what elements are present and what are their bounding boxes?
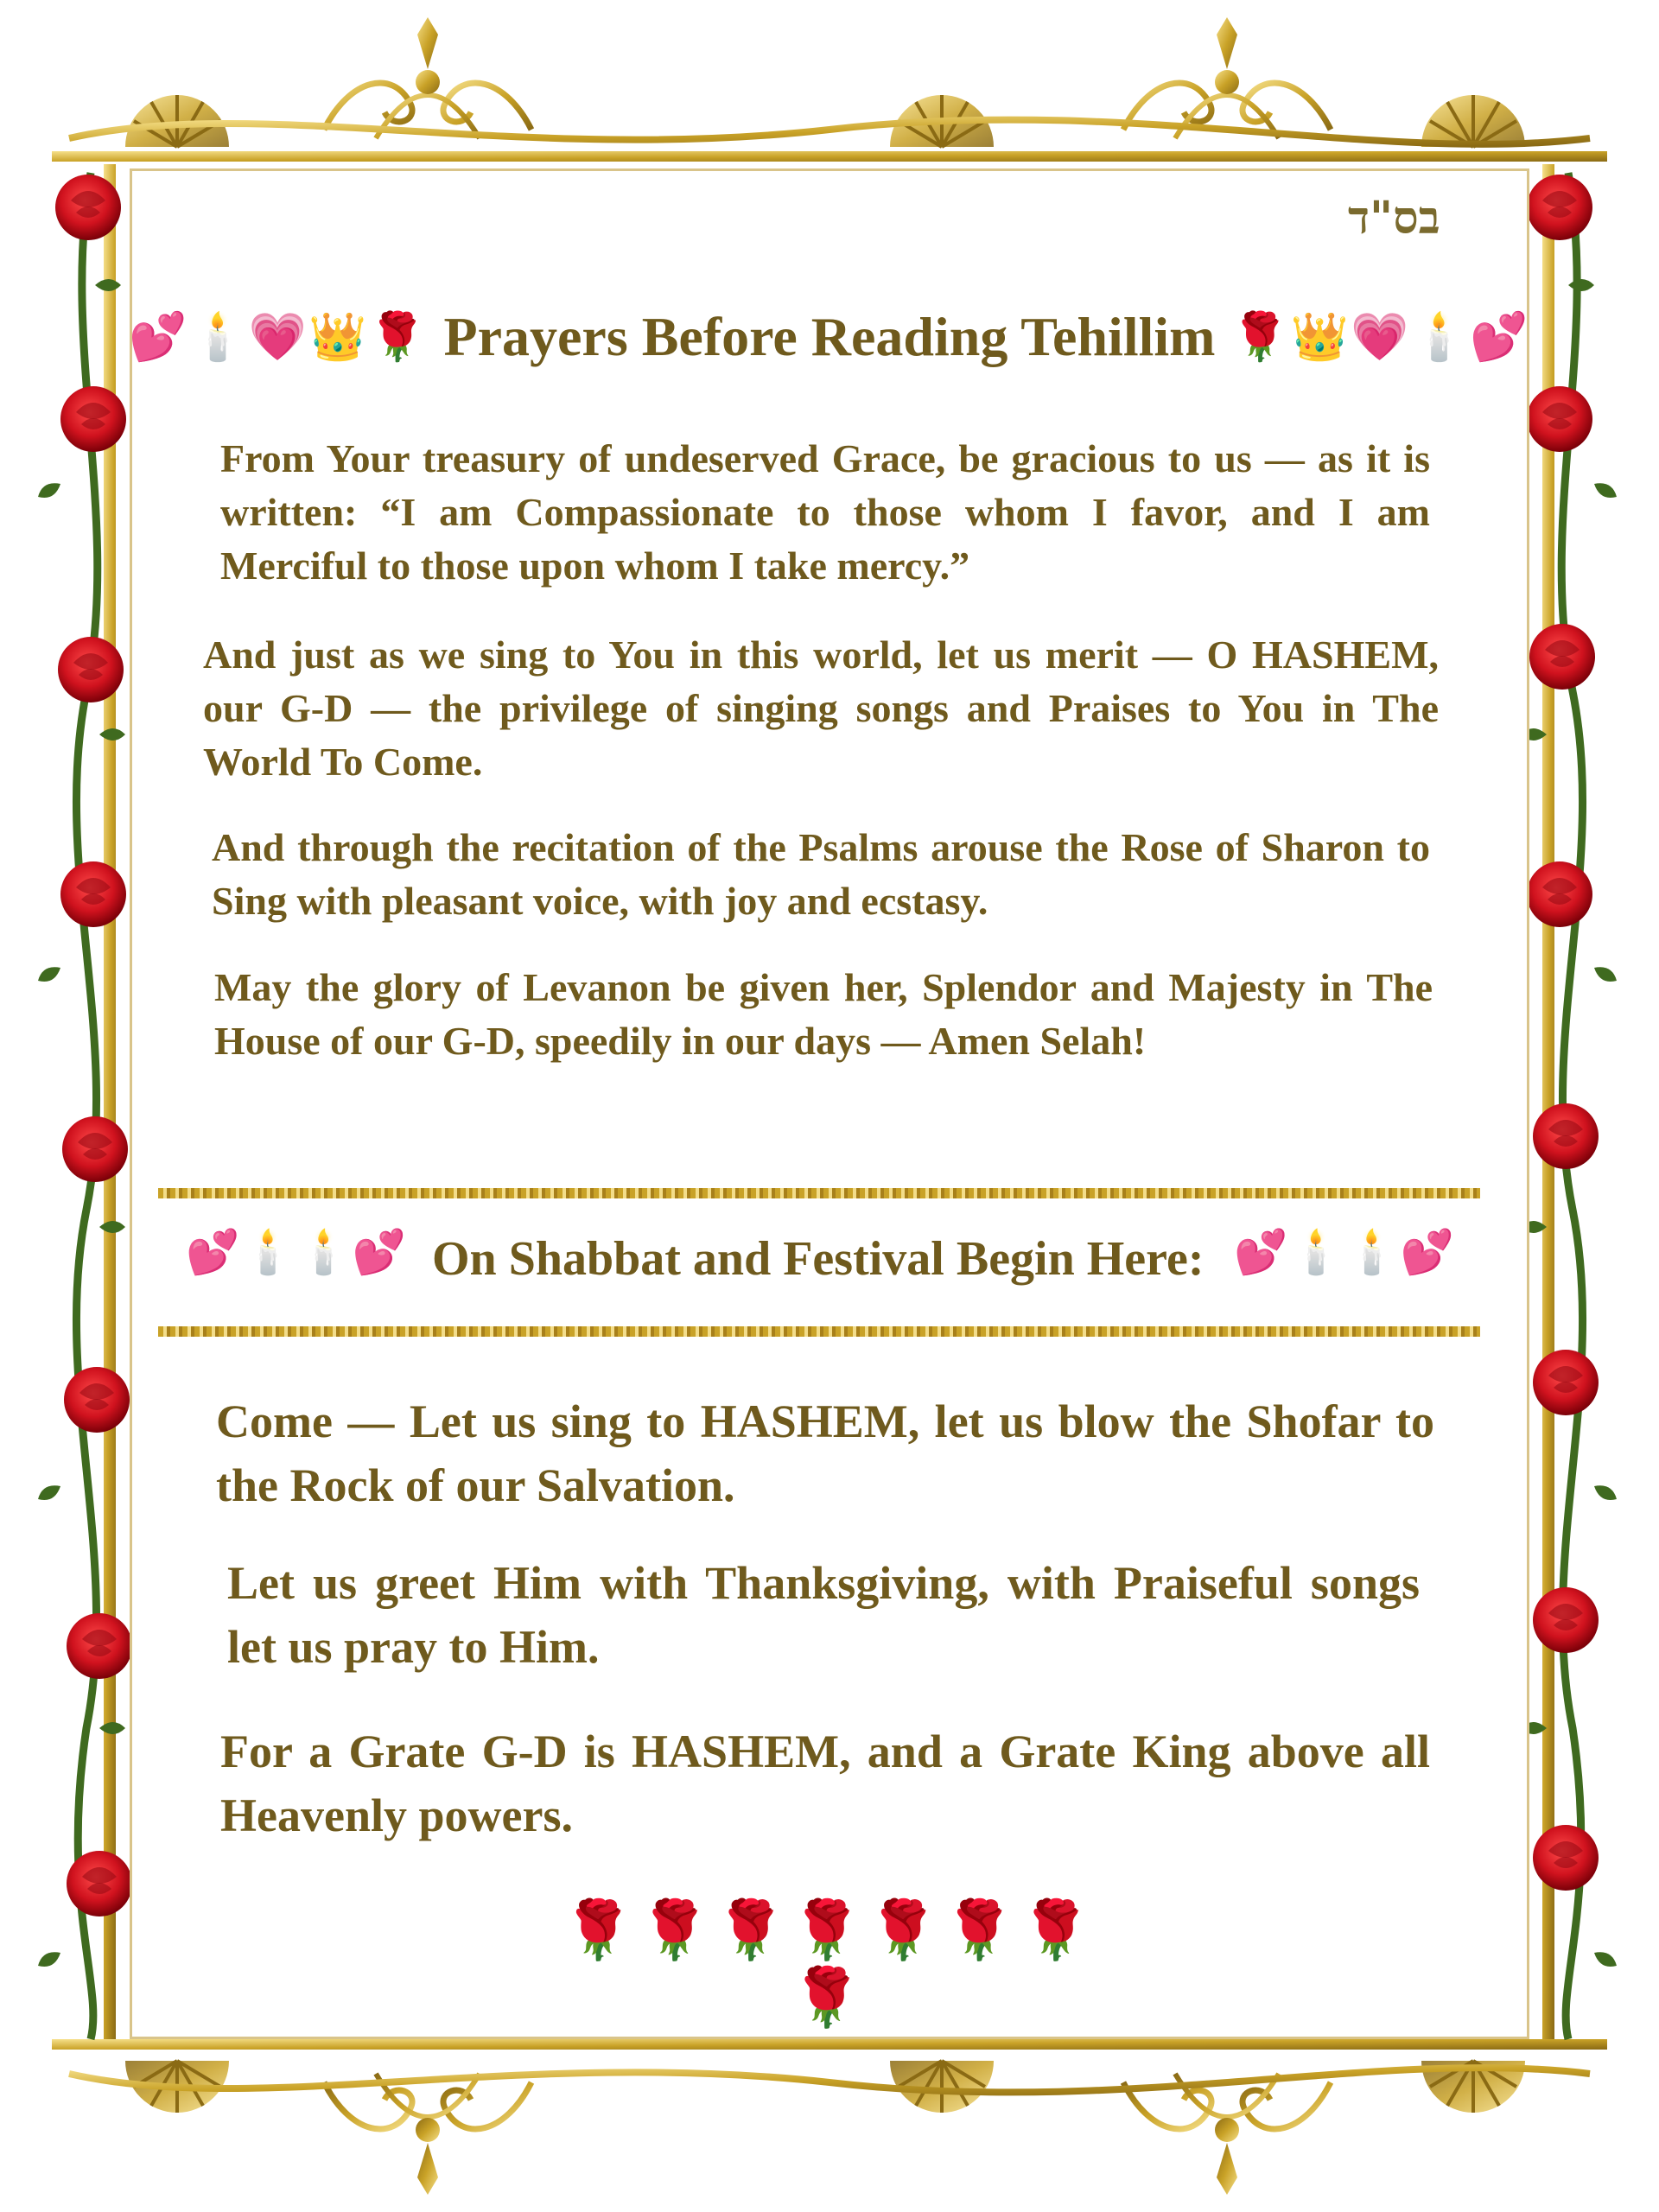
title-emoji-left: 💕🕯️💗👑🌹 [129,309,429,364]
title-row [129,298,1530,376]
paragraph-greet: Let us greet Him with Thanksgiving, with Praiseful songs let us pray to Him. [227,1557,1420,1673]
paragraph-levanon: May the glory of Levanon be given her, Splendor and Majesty in The House of our G-D, speedily in our days — Amen Selah! [214,965,1433,1063]
paragraph-sing: And just as we sing to You in this world, let us merit — O HASHEM, our G-D — the privilege of singing songs and Praises to You in The World To Come. [203,632,1439,784]
paragraph-grate-king: For a Grate G-D is HASHEM, and a Grate King above all Heavenly powers. [220,1726,1430,1841]
bsd-header: בס"ד [1348,192,1440,245]
footer-roses: 🌹🌹🌹🌹🌹🌹🌹🌹 [563,1897,1096,2031]
divider-top [158,1188,1480,1198]
section-emoji-right: 💕🕯️🕯️💕 [1233,1227,1456,1277]
paragraph-grace: From Your treasury of undeserved Grace, be gracious to us — as it is written: “I am Compassionate to those whom I favor, and I am Merciful to those upon whom I take mercy.” [220,436,1430,588]
paragraph-come: Come — Let us sing to HASHEM, let us blow the Shofar to the Rock of our Salvation. [216,1395,1434,1511]
section-emoji-left: 💕🕯️🕯️💕 [186,1227,409,1277]
section-header [173,1227,1469,1305]
paragraph-psalms: And through the recitation of the Psalms arouse the Rose of Sharon to Sing with pleasant voice, with joy and ecstasy. [212,825,1430,923]
section-title: On Shabbat and Festival Begin Here: [432,1232,1205,1286]
divider-bottom [158,1326,1480,1337]
title-emoji-right: 🌹👑💗🕯️💕 [1230,309,1530,364]
page-title: Prayers Before Reading Tehillim [443,306,1216,367]
